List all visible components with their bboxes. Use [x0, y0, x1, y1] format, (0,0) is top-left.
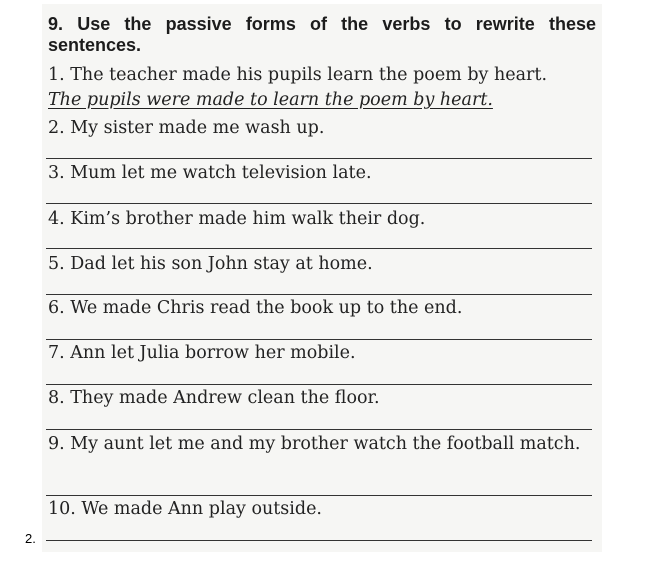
exercise-heading: 9. Use the passive forms of the verbs to rewrite these sentences.: [48, 14, 596, 55]
sentence-5: 5. Dad let his son John stay at home.: [48, 254, 373, 274]
answer-line-4[interactable]: [46, 248, 592, 249]
answer-line-5[interactable]: [46, 294, 592, 295]
answer-line-8[interactable]: [46, 429, 592, 430]
sentence-8: 8. They made Andrew clean the floor.: [48, 388, 380, 408]
answer-line-6[interactable]: [46, 339, 592, 340]
sentence-3: 3. Mum let me watch television late.: [48, 163, 372, 183]
sentence-7: 7. Ann let Julia borrow her mobile.: [48, 343, 356, 363]
sentence-2: 2. My sister made me wash up.: [48, 118, 325, 138]
answer-line-2[interactable]: [46, 158, 592, 159]
sentence-6: 6. We made Chris read the book up to the end.: [48, 298, 463, 318]
answer-line-10[interactable]: [46, 540, 592, 541]
sentence-1: 1. The teacher made his pupils learn the poem by heart.: [48, 65, 548, 85]
sentence-9: 9. My aunt let me and my brother watch the football match.: [48, 434, 581, 454]
answer-line-9[interactable]: [46, 495, 592, 496]
sentence-4: 4. Kim’s brother made him walk their dog.: [48, 209, 426, 229]
answer-line-3[interactable]: [46, 203, 592, 204]
exercise-page: [42, 4, 602, 552]
example-answer: The pupils were made to learn the poem by heart.: [48, 90, 493, 110]
answer-line-7[interactable]: [46, 384, 592, 385]
sentence-10: 10. We made Ann play outside.: [48, 499, 322, 519]
side-number: 2.: [25, 531, 36, 546]
